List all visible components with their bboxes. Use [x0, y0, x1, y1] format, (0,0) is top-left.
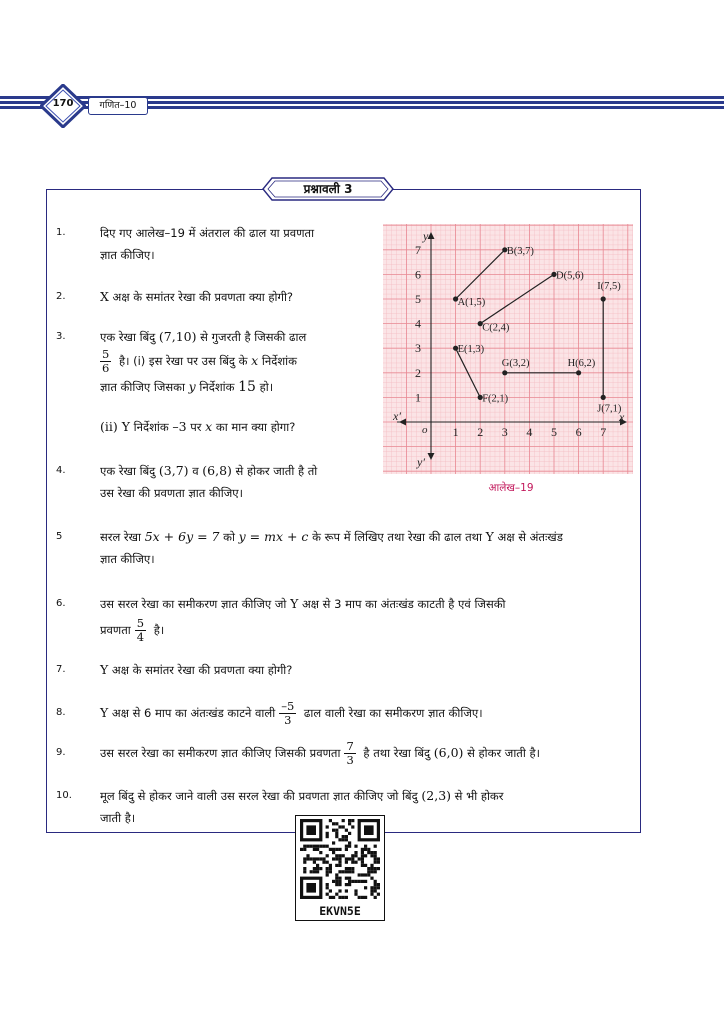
qr-module	[374, 861, 377, 864]
qr-module	[367, 851, 370, 854]
question-number: 3.	[56, 331, 66, 342]
qr-module	[354, 861, 357, 864]
x-tick-label: 1	[452, 425, 459, 439]
question-text: से गुजरती है जिसकी ढाल	[196, 330, 307, 344]
qr-module	[354, 854, 357, 857]
math-var: y	[188, 379, 196, 394]
graph-caption: आलेख–19	[488, 482, 534, 494]
qr-module	[329, 848, 332, 851]
question-text: ज्ञात कीजिए जिसका	[100, 380, 189, 394]
qr-module	[313, 857, 316, 860]
qr-module	[377, 857, 380, 860]
point-label: E(1,3)	[457, 344, 485, 356]
question-text: सरल रेखा	[100, 530, 145, 544]
question-text: उस सरल रेखा का समीकरण ज्ञात कीजिए जो	[100, 597, 291, 611]
qr-module	[335, 864, 338, 867]
qr-module	[354, 851, 357, 854]
qr-module	[322, 845, 325, 848]
qr-module	[345, 861, 348, 864]
math-var: x	[251, 353, 259, 368]
qr-module	[316, 857, 319, 860]
qr-module	[329, 889, 332, 892]
data-point	[576, 370, 581, 375]
qr-module	[342, 835, 345, 838]
qr-module	[370, 864, 373, 867]
math-point: (3,7)	[158, 463, 189, 478]
question-number: 1.	[56, 227, 66, 238]
qr-module	[351, 867, 354, 870]
math-symbol: Y	[290, 596, 299, 611]
x-tick-label: 5	[551, 425, 557, 439]
qr-module	[370, 889, 373, 892]
qr-module	[326, 832, 329, 835]
qr-module	[338, 896, 341, 899]
origin-label: o	[422, 424, 428, 436]
qr-module	[332, 829, 335, 832]
question-text: से होकर जाती है तो	[231, 464, 318, 478]
qr-module	[374, 857, 377, 860]
question-text: दिए गए आलेख–19 में अंतराल की ढाल या प्रवणता	[100, 226, 315, 240]
question-text: अक्ष के समांतर रेखा की प्रवणता क्या होगी?	[108, 663, 293, 677]
question-text: निर्देशांक	[129, 420, 173, 434]
qr-module	[377, 867, 380, 870]
question-text: प्रवणता	[100, 623, 131, 637]
qr-module	[303, 870, 306, 873]
qr-module	[361, 896, 364, 899]
point-label: G(3,2)	[501, 357, 530, 369]
qr-module	[364, 896, 367, 899]
y-tick-label: 5	[415, 292, 421, 306]
point-label: A(1,5)	[457, 297, 486, 308]
question-number: 8.	[56, 707, 66, 718]
qr-module	[377, 883, 380, 886]
math-point: (7,10)	[158, 329, 197, 344]
question-text: अक्ष से 3 माप का अंतःखंड काटती है एवं जिसकी	[298, 597, 506, 611]
qr-module	[338, 877, 341, 880]
qr-module	[313, 867, 316, 870]
question-text: मूल बिंदु से होकर जाने वाली उस सरल रेखा की प्रवणता ज्ञात कीजिए जो बिंदु	[100, 789, 422, 803]
question-text: एक रेखा बिंदु	[100, 330, 159, 344]
qr-module	[377, 893, 380, 896]
qr-code	[295, 815, 385, 921]
question-text: एक रेखा बिंदु	[100, 464, 159, 478]
fraction: $\frac{-5}{3}$	[281, 699, 295, 727]
y-tick-label: 4	[415, 316, 421, 331]
question-number: 10.	[56, 790, 72, 801]
qr-module	[335, 883, 338, 886]
qr-module	[342, 825, 345, 828]
qr-module	[351, 880, 354, 883]
graph-figure	[383, 224, 633, 474]
qr-module	[303, 867, 306, 870]
qr-module	[345, 867, 348, 870]
qr-module	[326, 867, 329, 870]
qr-module	[329, 867, 332, 870]
qr-module	[364, 873, 367, 876]
qr-module	[374, 883, 377, 886]
qr-module	[326, 873, 329, 876]
exercise-title: प्रश्नावली 3	[303, 182, 353, 196]
qr-module	[345, 870, 348, 873]
question-text: है तथा रेखा बिंदु	[359, 746, 434, 760]
qr-module	[335, 822, 338, 825]
qr-module	[338, 861, 341, 864]
qr-module	[348, 819, 351, 822]
qr-module	[322, 857, 325, 860]
question-text: निर्देशांक	[195, 380, 239, 394]
math-equation: 5x + 6y = 7	[144, 529, 220, 544]
qr-module	[348, 822, 351, 825]
qr-module	[338, 838, 341, 841]
math-symbol: Y	[100, 662, 109, 677]
qr-module	[374, 854, 377, 857]
fraction: $\frac{5}{6}$	[102, 347, 110, 375]
qr-module	[316, 864, 319, 867]
qr-module	[354, 889, 357, 892]
qr-module	[370, 870, 373, 873]
question-text: से होकर जाती है।	[463, 746, 540, 760]
qr-module	[370, 851, 373, 854]
question-number: 5	[56, 531, 63, 542]
qr-module	[329, 870, 332, 873]
point-label: B(3,7)	[506, 245, 534, 257]
qr-module	[303, 861, 306, 864]
qr-module	[313, 848, 316, 851]
question-text: ज्ञात कीजिए।	[100, 248, 155, 262]
x-tick-label: 3	[501, 425, 508, 439]
qr-module	[348, 832, 351, 835]
qr-finder	[364, 825, 374, 835]
qr-module	[335, 832, 338, 835]
qr-code-label: EKVN5E	[319, 904, 361, 918]
qr-module	[338, 883, 341, 886]
qr-module	[326, 870, 329, 873]
qr-module	[374, 845, 377, 848]
qr-module	[322, 861, 325, 864]
y-tick-label: 3	[415, 341, 421, 356]
qr-module	[348, 841, 351, 844]
qr-module	[374, 867, 377, 870]
x-neg-axis-label: x′	[393, 409, 401, 423]
math-symbol: Y	[100, 705, 109, 720]
math-point: (2,3)	[421, 788, 452, 803]
question-text: का मान क्या होगा?	[212, 420, 296, 434]
qr-module	[326, 825, 329, 828]
qr-module	[374, 889, 377, 892]
qr-module	[303, 857, 306, 860]
data-point	[601, 296, 606, 301]
qr-module	[348, 870, 351, 873]
question-text: अक्ष से अंतःखंड	[493, 530, 563, 544]
fraction: $\frac{7}{3}$	[346, 739, 354, 767]
qr-module	[345, 845, 348, 848]
math-equation: y = mx + c	[238, 529, 309, 544]
qr-module	[345, 889, 348, 892]
qr-module	[313, 845, 316, 848]
qr-module	[374, 880, 377, 883]
qr-module	[367, 870, 370, 873]
qr-module	[358, 857, 361, 860]
question-text: जाती है।	[100, 811, 136, 825]
question-text: उस रेखा की प्रवणता ज्ञात कीजिए।	[100, 486, 243, 500]
qr-module	[361, 880, 364, 883]
question-text: को	[219, 530, 239, 544]
qr-module	[332, 848, 335, 851]
math-number: –3	[172, 419, 187, 434]
qr-module	[326, 861, 329, 864]
qr-module	[354, 893, 357, 896]
qr-module	[364, 854, 367, 857]
qr-module	[316, 867, 319, 870]
qr-module	[319, 857, 322, 860]
qr-module	[316, 845, 319, 848]
point-label: C(2,4)	[482, 322, 510, 334]
qr-module	[338, 880, 341, 883]
question-text: व	[188, 464, 203, 478]
qr-module	[310, 845, 313, 848]
data-point	[601, 395, 606, 400]
qr-module	[329, 819, 332, 822]
question-text: उस सरल रेखा का समीकरण ज्ञात कीजिए जिसकी प्रवणता	[100, 746, 341, 760]
qr-module	[345, 835, 348, 838]
question-text: हो।	[255, 380, 274, 394]
qr-module	[364, 845, 367, 848]
math-var: x	[205, 419, 213, 434]
question-number: 9.	[56, 747, 66, 758]
qr-module	[313, 861, 316, 864]
question-number: 4.	[56, 465, 66, 476]
question-text: पर	[186, 420, 206, 434]
qr-module	[345, 883, 348, 886]
qr-module	[364, 880, 367, 883]
data-point	[502, 370, 507, 375]
qr-module	[338, 864, 341, 867]
qr-module	[335, 835, 338, 838]
math-number: 15	[238, 379, 256, 395]
qr-module	[338, 854, 341, 857]
qr-module	[332, 841, 335, 844]
qr-module	[326, 835, 329, 838]
qr-module	[370, 854, 373, 857]
book-title: गणित–10	[88, 97, 148, 115]
question-text: से भी होकर	[451, 789, 504, 803]
math-point: (6,8)	[202, 463, 232, 478]
question-number: 7.	[56, 664, 66, 675]
y-tick-label: 7	[415, 242, 421, 257]
qr-module	[332, 896, 335, 899]
qr-module	[367, 848, 370, 851]
qr-module	[370, 893, 373, 896]
qr-module	[351, 861, 354, 864]
y-axis-label: y	[423, 229, 429, 243]
qr-module	[374, 896, 377, 899]
question-part: (ii) Y	[100, 419, 130, 434]
qr-module	[367, 867, 370, 870]
qr-module	[348, 857, 351, 860]
qr-module	[329, 896, 332, 899]
qr-module	[332, 857, 335, 860]
qr-module	[348, 867, 351, 870]
qr-module	[303, 848, 306, 851]
qr-module	[370, 877, 373, 880]
qr-module	[326, 893, 329, 896]
question-text: निर्देशांक	[258, 354, 297, 368]
qr-module	[351, 870, 354, 873]
qr-module	[326, 886, 329, 889]
point-label: I(7,5)	[597, 281, 621, 292]
qr-module	[364, 848, 367, 851]
qr-module	[329, 864, 332, 867]
qr-module	[348, 877, 351, 880]
qr-module	[335, 873, 338, 876]
point-label: H(6,2)	[567, 357, 596, 369]
qr-module	[345, 848, 348, 851]
qr-module	[361, 857, 364, 860]
qr-module	[351, 819, 354, 822]
qr-module	[348, 880, 351, 883]
qr-module	[358, 873, 361, 876]
qr-module	[335, 893, 338, 896]
qr-module	[361, 848, 364, 851]
qr-module	[326, 883, 329, 886]
qr-module	[306, 857, 309, 860]
qr-module	[326, 854, 329, 857]
question-text: है।	[150, 623, 165, 637]
y-tick-label: 2	[415, 365, 421, 380]
qr-module	[342, 870, 345, 873]
qr-module	[310, 857, 313, 860]
qr-module	[348, 883, 351, 886]
qr-module	[306, 854, 309, 857]
math-symbol: Y	[485, 529, 494, 544]
qr-module	[345, 829, 348, 832]
qr-finder	[306, 883, 316, 893]
qr-module	[335, 848, 338, 851]
point-label: F(2,1)	[482, 393, 509, 405]
x-tick-label: 6	[575, 425, 582, 439]
qr-module	[342, 838, 345, 841]
qr-module	[303, 845, 306, 848]
qr-module	[361, 861, 364, 864]
question-text: अक्ष से 6 माप का अंतःखंड काटने वाली	[108, 706, 276, 720]
qr-module	[358, 880, 361, 883]
qr-module	[306, 845, 309, 848]
y-tick-label: 6	[415, 267, 421, 282]
qr-module	[335, 829, 338, 832]
qr-module	[342, 854, 345, 857]
qr-module	[345, 857, 348, 860]
x-tick-label: 4	[526, 425, 533, 439]
qr-module	[342, 896, 345, 899]
y-neg-axis-label: y′	[417, 455, 425, 469]
qr-module	[319, 845, 322, 848]
question-text: है। (i) इस रेखा पर उस बिंदु के	[115, 354, 252, 368]
qr-module	[300, 848, 303, 851]
qr-module	[335, 854, 338, 857]
fraction: $\frac{5}{4}$	[136, 616, 145, 644]
qr-module	[377, 886, 380, 889]
page-number: 170	[52, 98, 74, 109]
qr-module	[354, 880, 357, 883]
qr-module	[335, 857, 338, 860]
qr-module	[345, 896, 348, 899]
qr-module	[338, 857, 341, 860]
x-axis-label: x	[619, 410, 625, 424]
qr-module	[345, 877, 348, 880]
question-text: के रूप में लिखिए तथा रेखा की ढाल तथा	[308, 530, 486, 544]
qr-module	[351, 854, 354, 857]
qr-module	[319, 851, 322, 854]
question-text: ढाल वाली रेखा का समीकरण ज्ञात कीजिए।	[300, 706, 483, 720]
x-tick-label: 7	[600, 425, 607, 439]
qr-module	[361, 851, 364, 854]
qr-module	[348, 845, 351, 848]
qr-module	[351, 825, 354, 828]
question-number: 6.	[56, 598, 66, 609]
qr-module	[316, 848, 319, 851]
qr-module	[370, 867, 373, 870]
qr-module	[361, 864, 364, 867]
qr-module	[361, 854, 364, 857]
qr-module	[374, 851, 377, 854]
qr-module	[377, 861, 380, 864]
qr-module	[310, 870, 313, 873]
qr-module	[338, 889, 341, 892]
qr-module	[370, 886, 373, 889]
qr-module	[319, 867, 322, 870]
question-number: 2.	[56, 291, 66, 302]
qr-module	[335, 880, 338, 883]
qr-module	[338, 870, 341, 873]
qr-module	[326, 845, 329, 848]
qr-module	[335, 877, 338, 880]
qr-module	[316, 870, 319, 873]
qr-module	[332, 880, 335, 883]
point-label: D(5,6)	[556, 270, 584, 282]
qr-module	[338, 825, 341, 828]
qr-module	[332, 822, 335, 825]
qr-module	[364, 886, 367, 889]
qr-module	[354, 845, 357, 848]
qr-module	[374, 886, 377, 889]
y-tick-label: 1	[415, 390, 421, 405]
qr-module	[374, 870, 377, 873]
math-point: (6,0)	[433, 745, 464, 760]
qr-module	[364, 864, 367, 867]
qr-module	[345, 838, 348, 841]
question-text: अक्ष के समांतर रेखा की प्रवणता क्या होगी?	[108, 290, 294, 304]
qr-module	[342, 819, 345, 822]
qr-finder	[306, 825, 316, 835]
point-label: J(7,1)	[597, 403, 622, 415]
x-tick-label: 2	[477, 425, 484, 439]
qr-module	[313, 870, 316, 873]
math-symbol: X	[100, 289, 109, 304]
qr-module	[361, 873, 364, 876]
qr-module	[367, 873, 370, 876]
question-text: ज्ञात कीजिए।	[100, 552, 155, 566]
qr-module	[358, 896, 361, 899]
qr-module	[338, 848, 341, 851]
qr-module	[332, 851, 335, 854]
qr-module	[351, 857, 354, 860]
